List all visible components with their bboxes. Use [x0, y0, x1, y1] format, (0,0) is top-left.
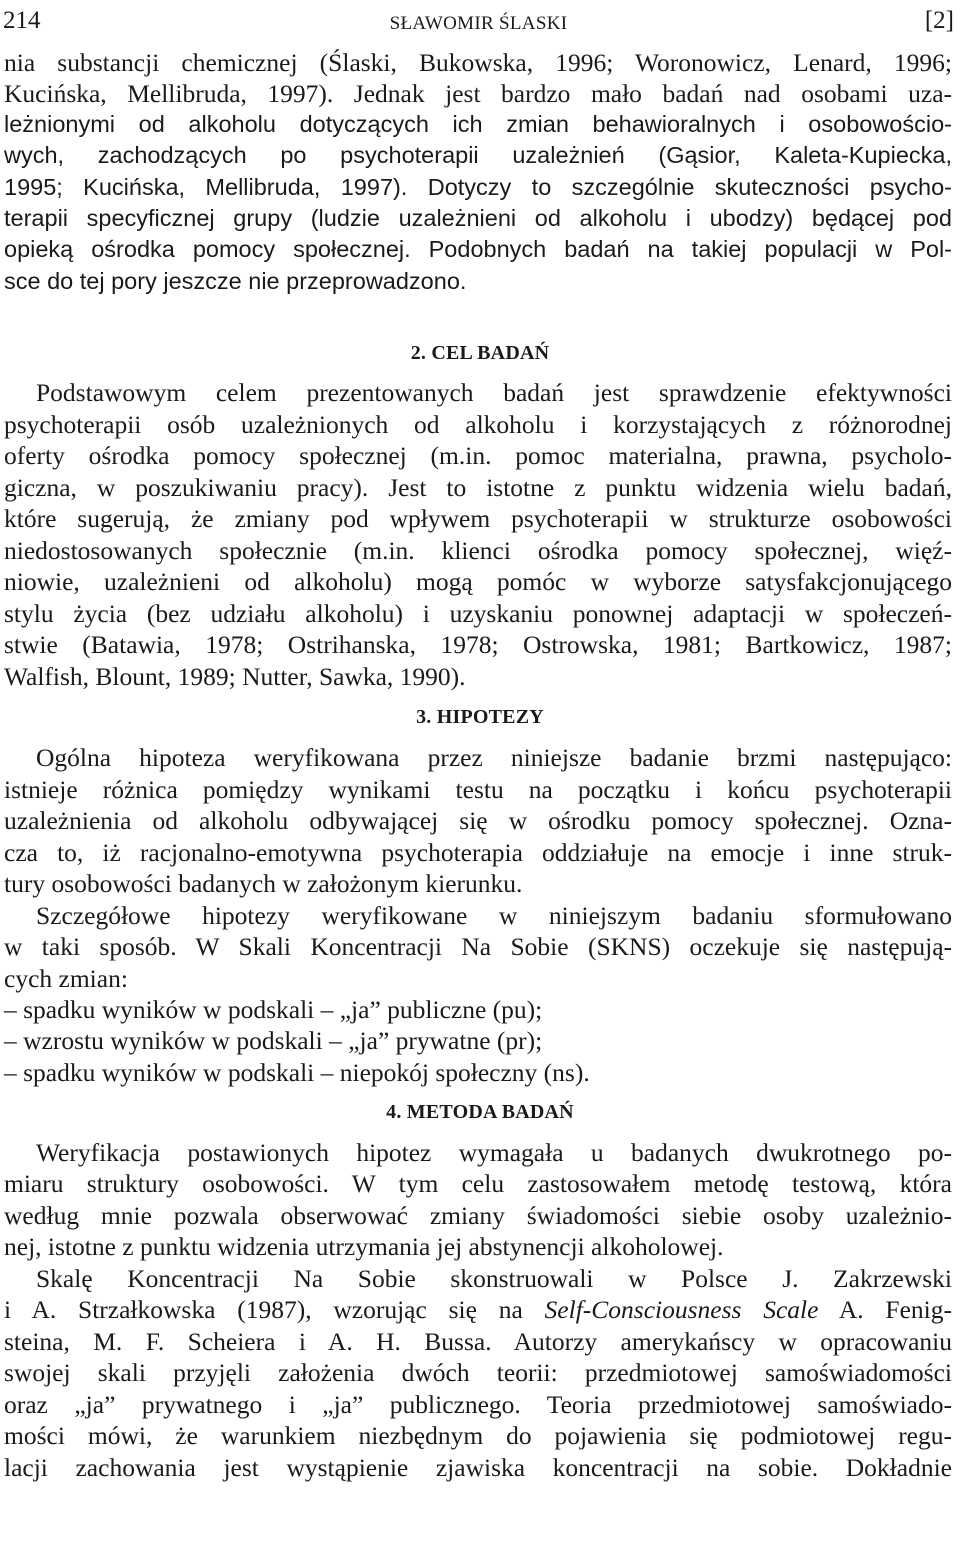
section-heading: 2. CEL BADAŃ [410, 342, 550, 364]
text-line: Ogólna hipoteza weryfikowana przez niniejsze badanie brzmi następująco: [36, 743, 952, 772]
text-line: tury osobowości badanych w założonym kierunku. [4, 869, 523, 898]
italic-title: Self-Consciousness Scale [544, 1295, 819, 1324]
text-line: cza to, iż racjonalno-emotywna psychoterapia oddziałuje na emocje i inne struk- [4, 838, 952, 867]
section-number: [2] [924, 7, 954, 34]
text-line: według mnie pozwala obserwować zmiany świadomości siebie osoby uzależnio- [4, 1201, 952, 1230]
text-line: opieką ośrodka pomocy społecznej. Podobnych badań na takiej populacji w Pol- [4, 236, 952, 262]
text-line: oferty ośrodka pomocy społecznej (m.in. pomoc materialna, prawna, psycholo- [4, 441, 952, 470]
text-line: uzależnienia od alkoholu odbywającej się w ośrodku pomocy społecznej. Ozna- [4, 806, 952, 835]
text-line: nej, istotne z punktu widzenia utrzymania jej abstynencji alkoholowej. [4, 1232, 724, 1261]
text-run: A. Fenig- [818, 1295, 952, 1324]
text-line: cych zmian: [4, 964, 128, 993]
text-line: miaru struktury osobowości. W tym celu zastosowałem metodę testową, która [4, 1169, 952, 1198]
text-line: wych, zachodzących po psychoterapii uzależnień (Gąsior, Kaleta-Kupiecka, [4, 142, 952, 168]
text-line: psychoterapii osób uzależnionych od alkoholu i korzystających z różnorodnej [4, 410, 952, 439]
list-item: – spadku wyników w podskali – „ja” publiczne (pu); [4, 995, 543, 1024]
text-line: Walfish, Blount, 1989; Nutter, Sawka, 1990). [4, 662, 466, 691]
section-heading: 3. HIPOTEZY [416, 706, 544, 728]
text-line: Skalę Koncentracji Na Sobie skonstruowali w Polsce J. Zakrzewski [36, 1264, 952, 1293]
text-line: Weryfikacja postawionych hipotez wymagała u badanych dwukrotnego po- [36, 1138, 952, 1167]
text-line: Szczegółowe hipotezy weryfikowane w niniejszym badaniu sformułowano [36, 901, 952, 930]
text-line: giczna, w poszukiwaniu pracy). Jest to istotne z punktu widzenia wielu badań, [4, 473, 952, 502]
running-header [3, 4, 954, 40]
section-heading: 4. METODA BADAŃ [386, 1101, 574, 1123]
running-head-author: SŁAWOMIR ŚLASKI [389, 13, 568, 34]
text-line: stwie (Batawia, 1978; Ostrihanska, 1978; Ostrowska, 1981; Bartkowicz, 1987; [4, 630, 952, 659]
text-line [4, 1294, 952, 1325]
text-line: stylu życia (bez udziału alkoholu) i uzyskaniu ponownej adaptacji w społeczeń- [4, 599, 952, 628]
text-line: swojej skali przyjęli założenia dwóch teorii: przedmiotowej samoświadomości [4, 1358, 952, 1387]
text-line: istnieje różnica pomiędzy wynikami testu na początku i końcu psychoterapii [4, 775, 952, 804]
text-line: terapii specyficznej grupy (ludzie uzależnieni od alkoholu i ubodzy) będącej pod [4, 205, 952, 231]
text-line: steina, M. F. Scheiera i A. H. Bussa. Autorzy amerykańscy w opracowaniu [4, 1327, 952, 1356]
text-line: oraz „ja” prywatnego i „ja” publicznego. Teoria przedmiotowej samoświado- [4, 1390, 952, 1419]
text-line: niedostosowanych społecznie (m.in. klienci ośrodka pomocy społecznej, więź- [4, 536, 952, 565]
page-number: 214 [3, 7, 41, 34]
text-run: i A. Strzałkowska (1987), wzorując się na [4, 1295, 545, 1324]
text-line: niowie, uzależnieni od alkoholu) mogą pomóc w wyborze satysfakcjonującego [4, 567, 952, 596]
text-line: w taki sposób. W Skali Koncentracji Na Sobie (SKNS) oczekuje się następują- [4, 932, 952, 961]
text-line: sce do tej pory jeszcze nie przeprowadzono. [4, 268, 467, 294]
text-line: 1995; Kucińska, Mellibruda, 1997). Dotyczy to szczególnie skuteczności psycho- [4, 174, 952, 200]
text-line: lacji zachowania jest wystąpienie zjawiska koncentracji na sobie. Dokładnie [4, 1453, 952, 1482]
text-line: które sugerują, że zmiany pod wpływem psychoterapii w strukturze osobowości [4, 504, 952, 533]
list-item: – spadku wyników w podskali – niepokój społeczny (ns). [4, 1058, 590, 1087]
text-line: Podstawowym celem prezentowanych badań jest sprawdzenie efektywności [36, 378, 952, 407]
text-line: Kucińska, Mellibruda, 1997). Jednak jest bardzo mało badań nad osobami uza- [4, 79, 952, 108]
text-line: leżnionymi od alkoholu dotyczących ich zmian behawioralnych i osobowościo- [4, 111, 952, 137]
text-line: mości mówi, że warunkiem niezbędnym do pojawienia się podmiotowej regu- [4, 1421, 952, 1450]
text-line: nia substancji chemicznej (Ślaski, Bukowska, 1996; Woronowicz, Lenard, 1996; [4, 48, 952, 77]
list-item: – wzrostu wyników w podskali – „ja” prywatne (pr); [4, 1026, 543, 1055]
